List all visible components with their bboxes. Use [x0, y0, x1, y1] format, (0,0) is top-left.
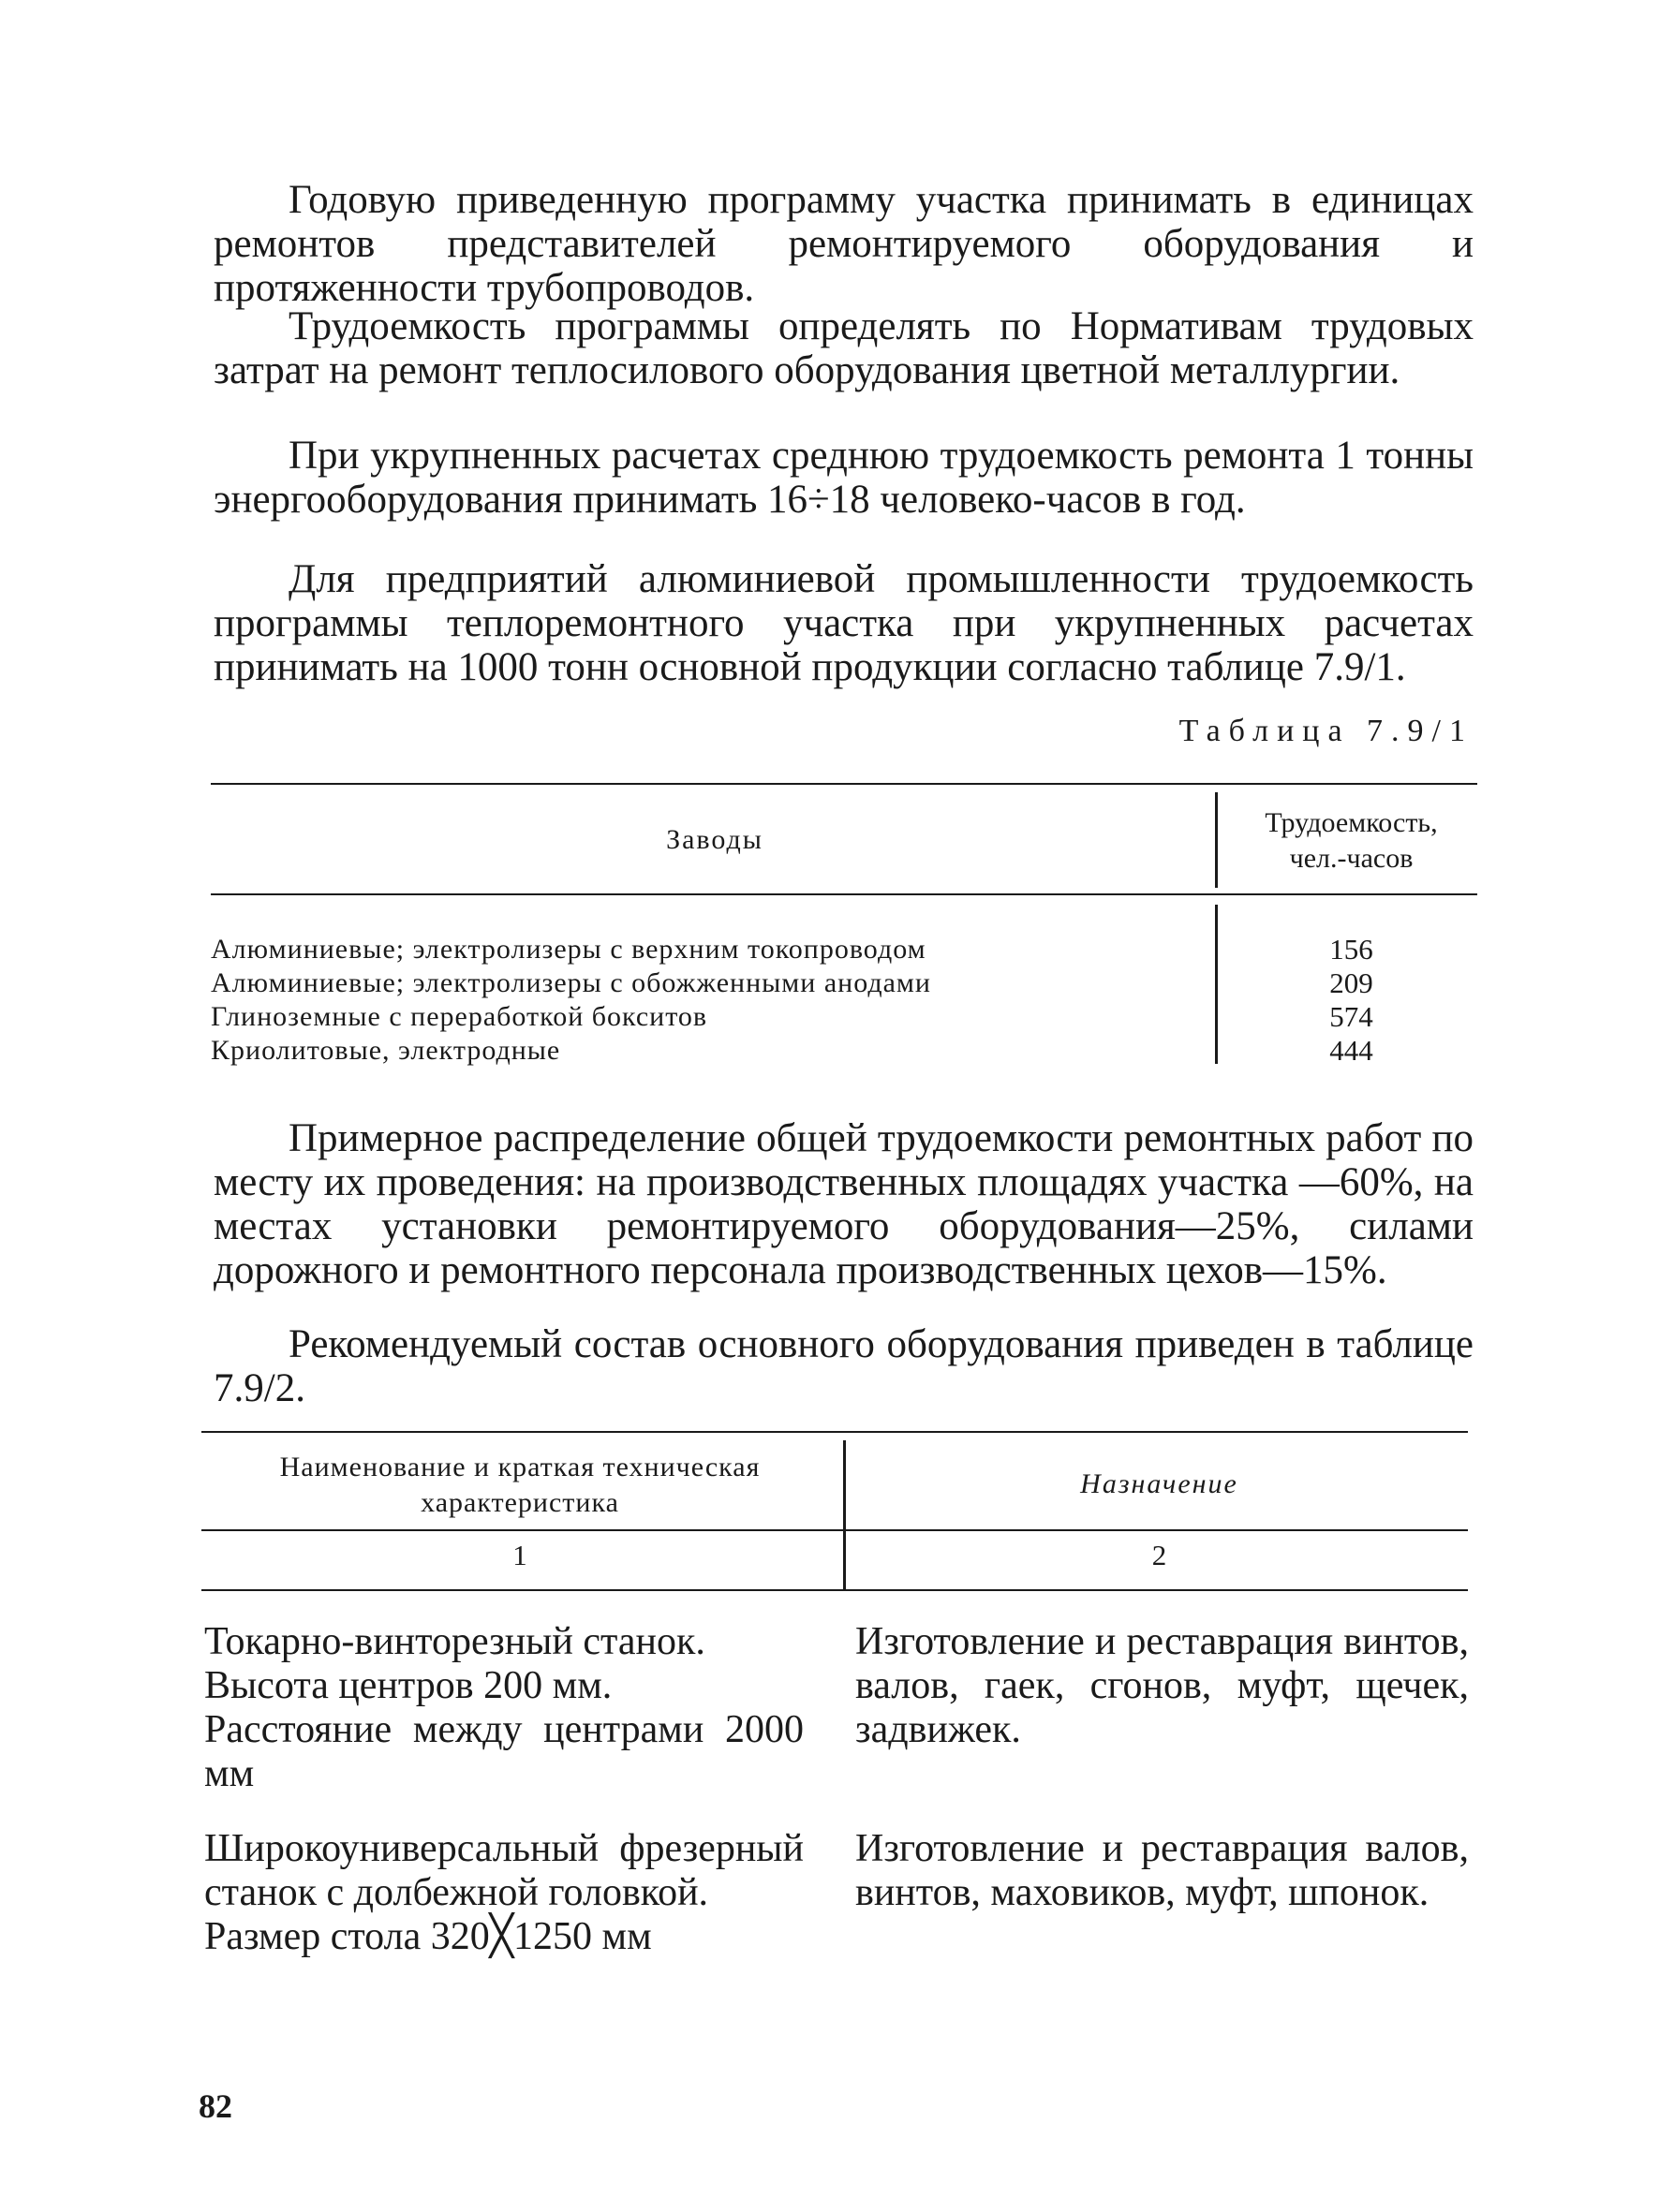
table1-plant-name: Алюминиевые; электролизеры с обожженными анодами: [211, 967, 931, 998]
equipment-purpose: Изготовление и реставрация винтов, валов, гаек, сгонов, муфт, щечек, задвижек.: [855, 1620, 1469, 1751]
page-number: 82: [199, 2087, 232, 2125]
table2-header-purpose: Назначение: [1080, 1468, 1238, 1499]
table1-header-plants: Заводы: [666, 824, 763, 855]
paragraph-equipment-intro: Рекомендуемый состав основного оборудования приведен в таблице 7.9/2.: [214, 1322, 1474, 1410]
table2-numbers-rule: [201, 1589, 1468, 1591]
table1-plant-name: Криолитовые, электродные: [211, 1035, 561, 1066]
table-row: [211, 1034, 1477, 1068]
equipment-description: Высота центров 200 мм.: [204, 1664, 613, 1707]
table-row: [211, 966, 1477, 1000]
table1-labor-value: 156: [1329, 933, 1373, 966]
table-row: [211, 933, 1477, 966]
paragraph-aluminum-industry: Для предприятий алюминиевой промышленности трудоемкость программы теплоремонтного участка при укрупненных расчетах принимать на 1000 тонн основной продукции согласно таблице 7.9/1.: [214, 557, 1474, 689]
table2-purpose-cell: [855, 1827, 1469, 1915]
paragraph-labor-distribution: Примерное распределение общей трудоемкости ремонтных работ по месту их проведения: на производственных площадях участка —60%, на местах установки ремонтируемого оборудования—25%, силами дорожного и ремонтного персонала производственных цехов—15%.: [214, 1116, 1474, 1292]
equipment-purpose: Изготовление и реставрация валов, винтов, маховиков, муфт, шпонок.: [855, 1827, 1469, 1914]
equipment-description: Размер стола 320╳1250 мм: [204, 1915, 652, 1958]
table1-labor-value: 209: [1329, 966, 1373, 999]
paragraph-average-labor: При укрупненных расчетах среднюю трудоемкость ремонта 1 тонны энергооборудования принимать 16÷18 человеко-часов в год.: [214, 434, 1474, 522]
table2-equipment-cell: [204, 1620, 804, 1796]
table1-plant-name: Глиноземные с переработкой бокситов: [211, 1001, 708, 1032]
table1-plant-name: Алюминиевые; электролизеры с верхним токопроводом: [211, 934, 926, 965]
table1-header-labor-line1: Трудоемкость,: [1265, 807, 1438, 838]
table2-header-equipment-line2: характеристика: [421, 1487, 619, 1518]
table2-column-number-2: 2: [1151, 1539, 1167, 1571]
table1-header-labor: [1227, 805, 1475, 877]
table2-purpose-cell: [855, 1620, 1469, 1752]
table2-equipment-cell: [204, 1827, 804, 1959]
table2-column-divider: [843, 1440, 846, 1590]
table2-header-equipment: [201, 1450, 838, 1521]
paragraph-annual-program: Годовую приведенную программу участка принимать в единицах ремонтов представителей ремонтируемого оборудования и протяженности трубопроводов.: [214, 178, 1474, 310]
equipment-description: Расстояние между центрами 2000 мм: [204, 1708, 804, 1795]
table2-header-equipment-line1: Наименование и краткая техническая: [279, 1452, 761, 1482]
table2-top-rule: [201, 1431, 1468, 1433]
table2-column-number-1: 1: [512, 1539, 527, 1571]
table2-header-rule: [201, 1529, 1468, 1531]
equipment-description: Токарно-винторезный станок.: [204, 1620, 705, 1663]
table1-header-rule: [211, 893, 1477, 895]
equipment-description: Широкоуниверсальный фрезерный станок с долбежной головкой.: [204, 1827, 804, 1914]
table-row: [211, 1000, 1477, 1034]
table1-body: [211, 933, 1477, 1068]
table1-top-rule: [211, 783, 1477, 785]
paragraph-labor-norms: Трудоемкость программы определять по Нормативам трудовых затрат на ремонт теплосилового оборудования цветной металлургии.: [214, 304, 1474, 392]
table1-header-labor-line2: чел.-часов: [1289, 843, 1414, 874]
table1-caption: Таблица 7.9/1: [1178, 714, 1474, 748]
table1-labor-value: 444: [1329, 1034, 1373, 1067]
table1-labor-value: 574: [1329, 1000, 1373, 1033]
